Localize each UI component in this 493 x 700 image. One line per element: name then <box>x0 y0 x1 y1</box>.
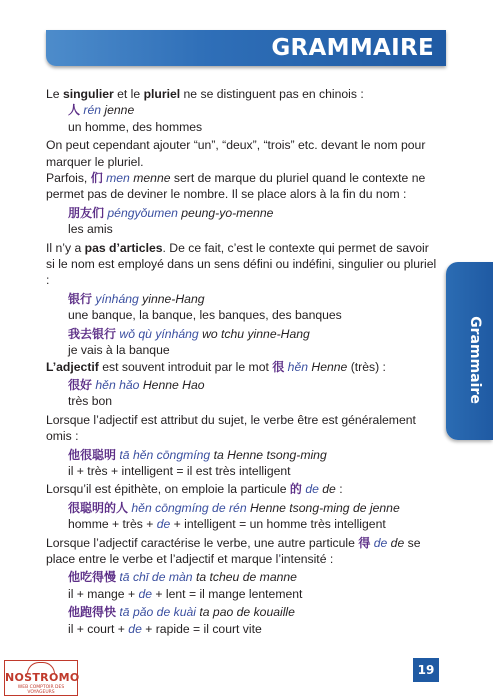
example-hen-hao: 很好 hěn hǎo Henne Hao très bon <box>68 377 205 409</box>
header-banner <box>46 30 446 66</box>
paragraph-epithete: Lorsqu’il est épithète, on emploie la particule 的 de de : <box>46 482 343 497</box>
paragraph-men: Parfois, 们 men menne sert de marque du pluriel quand le contexte ne permet pas de deviner le nombre. Il se place alors à la fin du nom : <box>46 171 426 202</box>
example-pengyoumen: 朋友们 péngyǒumen peung-yo-menne les amis <box>68 205 274 237</box>
paragraph-verb-adjective: Lorsque l’adjectif caractérise le verbe, une autre particule 得 de de se place entre le verbe et l’adjectif et marque l’intensité : <box>46 535 421 566</box>
example-ta-chi-de-man: 他吃得慢 tā chī de màn ta tcheu de manne il + mange + de + lent = il mange lentement <box>68 570 303 601</box>
page-number: 19 <box>413 658 439 682</box>
paragraph-adjective: L’adjectif est souvent introduit par le mot 很 hěn Henne (très) : <box>46 359 386 374</box>
example-wo-qu-yinhang: 我去银行 wǒ qù yínháng wo tchu yinne-Hang je vais à la banque <box>68 326 310 358</box>
section-side-tab <box>446 262 493 440</box>
paragraph-attribut: Lorsque l’adjectif est attribut du sujet, le verbe être est généralement omis : <box>46 412 416 444</box>
paragraph-plural-numbers: On peut cependant ajouter “un”, “deux”, “trois” etc. devant le nom pour marquer le pluriel. <box>46 138 426 169</box>
page-title: GRAMMAIRE <box>271 35 434 61</box>
example-ta-pao-de-kuai: 他跑得快 tā pǎo de kuài ta pao de kouaille il + court + de + rapide = il court vite <box>68 605 295 636</box>
nostromo-logo <box>4 660 78 696</box>
paragraph-articles: Il n’y a pas d’articles. De ce fait, c’est le contexte qui permet de savoir si le nom est employé dans un sens défini ou indéfini, singulier ou pluriel : <box>46 240 437 288</box>
example-yinhang: 银行 yínháng yinne-Hang une banque, la banque, les banques, des banques <box>68 291 342 323</box>
logo-tagline: WEB COMPTOIR DES VOYAGEURS <box>17 685 65 695</box>
logo-name: NOSTROMO <box>5 671 80 684</box>
paragraph-singular-plural: Le singulier et le pluriel ne se distinguent pas en chinois : <box>46 87 364 101</box>
example-hen-congming-de-ren: 很聪明的人 hěn cōngmíng de rén Henne tsong-ming de jenne homme + très + de + intelligent = un homme très intelligent <box>68 500 400 532</box>
grammar-content <box>46 86 438 637</box>
example-ta-hen-congming: 他很聪明 tā hěn cōngmíng ta Henne tsong-ming il + très + intelligent = il est très intelligent <box>68 447 327 478</box>
example-ren: 人 rén jenne un homme, des hommes <box>68 103 203 134</box>
section-side-tab-label: Grammaire <box>467 316 483 404</box>
